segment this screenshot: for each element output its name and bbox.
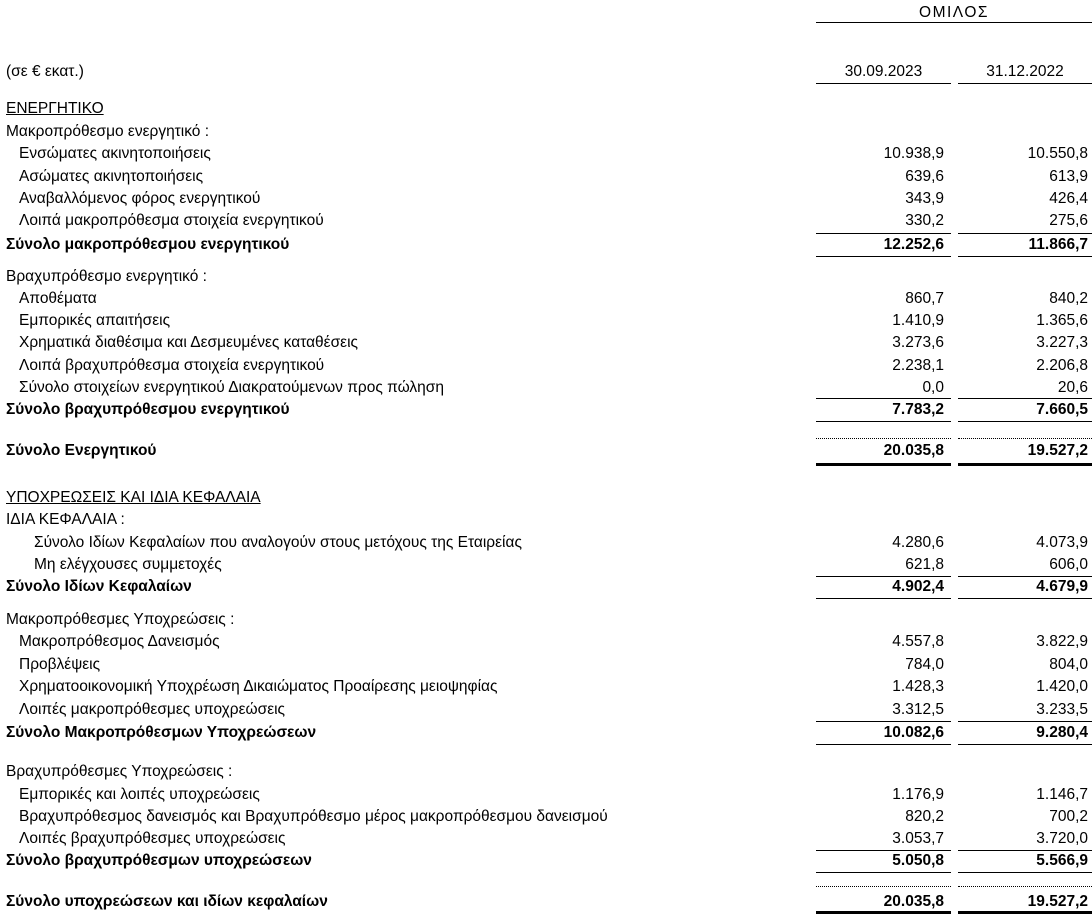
table-row bbox=[0, 357, 1092, 377]
value-31-12-2022: 1.365,6 bbox=[1036, 312, 1088, 329]
value-31-12-2022: 3.822,9 bbox=[1036, 633, 1088, 650]
group-title-underline bbox=[816, 22, 1092, 23]
value-30-09-2023: 10.938,9 bbox=[883, 145, 944, 162]
value-30-09-2023: 2.238,1 bbox=[892, 357, 944, 374]
value-31-12-2022: 20,6 bbox=[1057, 379, 1088, 396]
subtotal-rule bbox=[958, 421, 1092, 422]
row-label: Αποθέματα bbox=[19, 290, 97, 307]
table-row bbox=[0, 808, 1092, 828]
table-row bbox=[0, 190, 1092, 210]
table-row bbox=[0, 290, 1092, 310]
value-30-09-2023: 3.312,5 bbox=[892, 701, 944, 718]
row-label: Βραχυπρόθεσμος δανεισμός και Βραχυπρόθεσμο μέρος μακροπρόθεσμου δανεισμού bbox=[19, 808, 608, 825]
total-double-rule bbox=[958, 911, 1092, 914]
value-30-09-2023: 7.783,2 bbox=[892, 401, 944, 418]
total-double-rule bbox=[958, 463, 1092, 466]
value-31-12-2022: 3.227,3 bbox=[1036, 334, 1088, 351]
value-31-12-2022: 840,2 bbox=[1049, 290, 1088, 307]
value-31-12-2022: 2.206,8 bbox=[1036, 357, 1088, 374]
row-label: Ασώματες ακινητοποιήσεις bbox=[19, 168, 204, 185]
value-30-09-2023: 1.410,9 bbox=[892, 312, 944, 329]
value-30-09-2023: 4.557,8 bbox=[892, 633, 944, 650]
table-row bbox=[0, 334, 1092, 354]
value-31-12-2022: 426,4 bbox=[1049, 190, 1088, 207]
row-label: Σύνολο μακροπρόθεσμου ενεργητικού bbox=[6, 236, 290, 253]
row-label: Λοιπές μακροπρόθεσμες υποχρεώσεις bbox=[19, 701, 286, 718]
row-label: Σύνολο Ιδίων Κεφαλαίων που αναλογούν στους μετόχους της Εταιρείας bbox=[34, 534, 522, 551]
row-label: Σύνολο υποχρεώσεων και ιδίων κεφαλαίων bbox=[6, 893, 328, 910]
value-30-09-2023: 1.176,9 bbox=[892, 786, 944, 803]
subsection-heading bbox=[0, 611, 1092, 631]
value-31-12-2022: 7.660,5 bbox=[1036, 401, 1088, 418]
row-label: Μακροπρόθεσμος Δανεισμός bbox=[19, 633, 220, 650]
subtotal-rule bbox=[958, 256, 1092, 257]
table-row bbox=[0, 701, 1092, 721]
value-30-09-2023: 4.902,4 bbox=[892, 578, 944, 595]
table-row bbox=[0, 145, 1092, 165]
value-30-09-2023: 621,8 bbox=[905, 556, 944, 573]
row-label: Βραχυπρόθεσμες Υποχρεώσεις : bbox=[6, 763, 233, 780]
total-double-rule bbox=[816, 463, 951, 466]
row-label: Σύνολο στοιχείων ενεργητικού Διακρατούμενων προς πώληση bbox=[19, 379, 444, 396]
row-label: ΥΠΟΧΡΕΩΣΕΙΣ ΚΑΙ ΙΔΙΑ ΚΕΦΑΛΑΙΑ bbox=[6, 489, 261, 506]
value-30-09-2023: 860,7 bbox=[905, 290, 944, 307]
unit-label: (σε € εκατ.) bbox=[6, 63, 84, 80]
table-row bbox=[0, 786, 1092, 806]
total-dotted-rule bbox=[958, 886, 1092, 887]
row-label: Ενσώματες ακινητοποιήσεις bbox=[19, 145, 211, 162]
row-label: Σύνολο Ενεργητικού bbox=[6, 442, 157, 459]
value-31-12-2022: 4.679,9 bbox=[1036, 578, 1088, 595]
subsection-heading bbox=[0, 123, 1092, 143]
row-label: Χρηματικά διαθέσιμα και Δεσμευμένες καταθέσεις bbox=[19, 334, 358, 351]
value-31-12-2022: 1.146,7 bbox=[1036, 786, 1088, 803]
value-30-09-2023: 4.280,6 bbox=[892, 534, 944, 551]
subtotal-rule bbox=[958, 744, 1092, 745]
value-30-09-2023: 784,0 bbox=[905, 656, 944, 673]
value-30-09-2023: 20.035,8 bbox=[883, 893, 944, 910]
value-31-12-2022: 11.866,7 bbox=[1028, 236, 1088, 253]
row-label: Βραχυπρόθεσμο ενεργητικό : bbox=[6, 268, 207, 285]
subtotal-rule bbox=[958, 598, 1092, 599]
section-heading-liabilities-equity bbox=[0, 489, 1092, 509]
subsection-heading bbox=[0, 763, 1092, 783]
value-31-12-2022: 9.280,4 bbox=[1036, 724, 1088, 741]
subtotal-row bbox=[0, 236, 1092, 256]
subtotal-rule bbox=[958, 233, 1092, 234]
value-30-09-2023: 20.035,8 bbox=[883, 442, 944, 459]
row-label: Μακροπρόθεσμες Υποχρεώσεις : bbox=[6, 611, 235, 628]
subtotal-rule bbox=[816, 850, 951, 851]
subsection-heading bbox=[0, 511, 1092, 531]
subtotal-rule bbox=[816, 872, 951, 873]
subsection-heading bbox=[0, 268, 1092, 288]
subtotal-rule bbox=[816, 576, 951, 577]
subtotal-rule bbox=[958, 872, 1092, 873]
row-label: Σύνολο βραχυπρόθεσμου ενεργητικού bbox=[6, 401, 290, 418]
row-label: ΕΝΕΡΓΗΤΙΚΟ bbox=[6, 100, 104, 117]
subtotal-row bbox=[0, 852, 1092, 872]
column-header-31-12-2022: 31.12.2022 bbox=[958, 63, 1092, 84]
subtotal-rule bbox=[816, 421, 951, 422]
table-row bbox=[0, 830, 1092, 850]
group-title: ΟΜΙΛΟΣ bbox=[919, 4, 989, 21]
row-label: Σύνολο Ιδίων Κεφαλαίων bbox=[6, 578, 192, 595]
value-31-12-2022: 1.420,0 bbox=[1036, 678, 1088, 695]
value-30-09-2023: 10.082,6 bbox=[883, 724, 944, 741]
row-label: Σύνολο βραχυπρόθεσμων υποχρεώσεων bbox=[6, 852, 312, 869]
section-heading-assets bbox=[0, 100, 1092, 120]
table-row bbox=[0, 633, 1092, 653]
value-30-09-2023: 343,9 bbox=[905, 190, 944, 207]
value-31-12-2022: 10.550,8 bbox=[1027, 145, 1088, 162]
subtotal-rule bbox=[816, 233, 951, 234]
subtotal-rule bbox=[816, 398, 951, 399]
value-31-12-2022: 275,6 bbox=[1049, 212, 1088, 229]
row-label: Λοιπές βραχυπρόθεσμες υποχρεώσεις bbox=[19, 830, 286, 847]
value-30-09-2023: 639,6 bbox=[905, 168, 944, 185]
value-30-09-2023: 3.053,7 bbox=[892, 830, 944, 847]
value-31-12-2022: 804,0 bbox=[1049, 656, 1088, 673]
subtotal-rule bbox=[816, 721, 951, 722]
row-label: Χρηματοοικονομική Υποχρέωση Δικαιώματος Προαίρεσης μειοψηφίας bbox=[19, 678, 498, 695]
table-row bbox=[0, 534, 1092, 554]
value-30-09-2023: 5.050,8 bbox=[892, 852, 944, 869]
table-row bbox=[0, 379, 1092, 399]
value-31-12-2022: 606,0 bbox=[1049, 556, 1088, 573]
subtotal-rule bbox=[958, 576, 1092, 577]
row-label: Σύνολο Μακροπρόθεσμων Υποχρεώσεων bbox=[6, 724, 317, 741]
value-31-12-2022: 700,2 bbox=[1049, 808, 1088, 825]
value-30-09-2023: 820,2 bbox=[905, 808, 944, 825]
column-header-30-09-2023: 30.09.2023 bbox=[816, 63, 951, 84]
value-31-12-2022: 3.720,0 bbox=[1036, 830, 1088, 847]
total-row bbox=[0, 442, 1092, 462]
value-31-12-2022: 5.566,9 bbox=[1036, 852, 1088, 869]
row-label: Αναβαλλόμενος φόρος ενεργητικού bbox=[19, 190, 261, 207]
table-row bbox=[0, 212, 1092, 232]
value-31-12-2022: 19.527,2 bbox=[1027, 893, 1088, 910]
subtotal-rule bbox=[958, 850, 1092, 851]
value-30-09-2023: 3.273,6 bbox=[892, 334, 944, 351]
table-row bbox=[0, 678, 1092, 698]
row-label: Εμπορικές και λοιπές υποχρεώσεις bbox=[19, 786, 260, 803]
total-dotted-rule bbox=[816, 438, 951, 439]
value-31-12-2022: 3.233,5 bbox=[1036, 701, 1088, 718]
value-31-12-2022: 19.527,2 bbox=[1027, 442, 1088, 459]
value-30-09-2023: 12.252,6 bbox=[883, 236, 944, 253]
subtotal-rule bbox=[816, 598, 951, 599]
value-30-09-2023: 1.428,3 bbox=[892, 678, 944, 695]
subtotal-rule bbox=[958, 398, 1092, 399]
value-30-09-2023: 0,0 bbox=[922, 379, 944, 396]
table-row bbox=[0, 656, 1092, 676]
subtotal-rule bbox=[816, 256, 951, 257]
table-row bbox=[0, 312, 1092, 332]
subtotal-row bbox=[0, 724, 1092, 744]
total-dotted-rule bbox=[958, 438, 1092, 439]
subtotal-rule bbox=[958, 721, 1092, 722]
table-row bbox=[0, 168, 1092, 188]
total-dotted-rule bbox=[816, 886, 951, 887]
row-label: Μη ελέγχουσες συμμετοχές bbox=[34, 556, 222, 573]
row-label: Προβλέψεις bbox=[19, 656, 101, 673]
subtotal-row bbox=[0, 401, 1092, 421]
row-label: Εμπορικές απαιτήσεις bbox=[19, 312, 171, 329]
subtotal-row bbox=[0, 578, 1092, 598]
row-label: Λοιπά μακροπρόθεσμα στοιχεία ενεργητικού bbox=[19, 212, 324, 229]
total-double-rule bbox=[816, 911, 951, 914]
row-label: ΙΔΙΑ ΚΕΦΑΛΑΙΑ : bbox=[6, 511, 125, 528]
row-label: Μακροπρόθεσμο ενεργητικό : bbox=[6, 123, 210, 140]
subtotal-rule bbox=[816, 744, 951, 745]
row-label: Λοιπά βραχυπρόθεσμα στοιχεία ενεργητικού bbox=[19, 357, 325, 374]
total-row bbox=[0, 893, 1092, 913]
table-row bbox=[0, 556, 1092, 576]
value-31-12-2022: 4.073,9 bbox=[1036, 534, 1088, 551]
value-31-12-2022: 613,9 bbox=[1049, 168, 1088, 185]
value-30-09-2023: 330,2 bbox=[905, 212, 944, 229]
